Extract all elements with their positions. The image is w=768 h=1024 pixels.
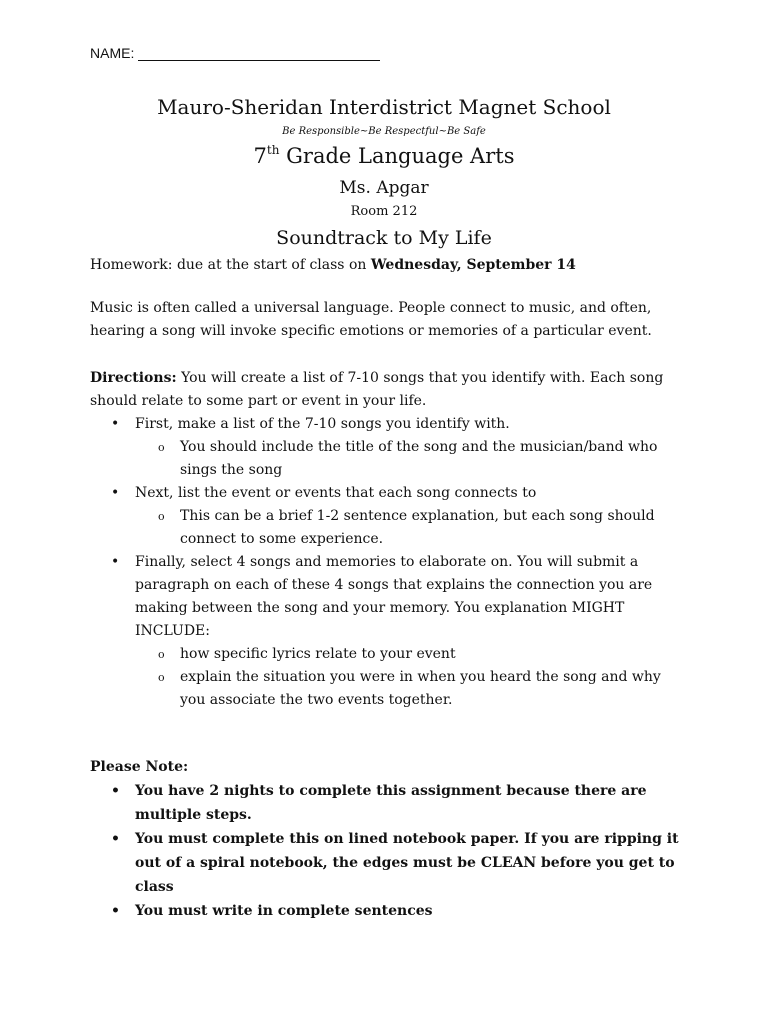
note-item: • You must complete this on lined notebook paper. If you are ripping it out of a spiral notebook, the edges must be CLEAN before you get to class — [90, 827, 680, 899]
step-item — [90, 482, 680, 551]
step-subitem: o explain the situation you were in when you heard the song and why you associate the two events together. — [135, 666, 680, 712]
step-text: Finally, select 4 songs and memories to elaborate on. You will submit a paragraph on each of these 4 songs that explains the connection you are making between the song and your memory. You explanation MIGHT INCLUDE: — [135, 554, 653, 639]
room-number: Room 212 — [350, 204, 418, 219]
assignment-title: Soundtrack to My Life — [276, 227, 492, 249]
step-text: Next, list the event or events that each song connects to — [135, 485, 537, 501]
note-item: • You must write in complete sentences — [90, 899, 680, 923]
bullet-icon: • — [111, 416, 120, 432]
bullet-icon: • — [111, 783, 120, 799]
grade-number: 7 — [253, 144, 267, 168]
name-label: NAME: — [90, 45, 135, 61]
intro-paragraph: Music is often called a universal language. People connect to music, and often, hearing a song will invoke specific emotions or memories of a particular event. — [90, 300, 652, 339]
please-note-section — [90, 755, 680, 923]
directions-section — [90, 367, 680, 712]
grade-suffix: th — [266, 143, 280, 157]
step-subitem: o how specific lyrics relate to your event — [135, 643, 680, 666]
name-blank-line — [138, 46, 380, 61]
teacher-name: Ms. Apgar — [339, 178, 429, 198]
school-name: Mauro-Sheridan Interdistrict Magnet School — [157, 95, 611, 119]
course-title — [0, 144, 768, 168]
directions-steps — [90, 413, 680, 712]
directions-paragraph — [90, 367, 680, 413]
step-item — [90, 413, 680, 482]
circle-bullet-icon: o — [158, 510, 165, 523]
school-motto: Be Responsible~Be Respectful~Be Safe — [282, 126, 486, 137]
step-subitem: o This can be a brief 1-2 sentence explanation, but each song should connect to some experience. — [135, 505, 680, 551]
homework-line — [90, 254, 680, 277]
homework-due-date: Wednesday, September 14 — [370, 257, 576, 273]
circle-bullet-icon: o — [158, 648, 165, 661]
homework-prefix: Homework: due at the start of class on — [90, 257, 371, 273]
step-sublist — [135, 643, 680, 712]
note-list — [90, 779, 680, 923]
directions-label: Directions: — [90, 370, 177, 386]
step-text: First, make a list of the 7-10 songs you identify with. — [135, 416, 510, 432]
circle-bullet-icon: o — [158, 441, 165, 454]
directions-text: You will create a list of 7-10 songs that you identify with. Each song should relate to some part or event in your life. — [90, 370, 664, 409]
bullet-icon: • — [111, 903, 120, 919]
step-sublist — [135, 505, 680, 551]
bullet-icon: • — [111, 831, 120, 847]
name-field — [90, 45, 380, 61]
course-name: Grade Language Arts — [279, 144, 515, 168]
note-item: • You have 2 nights to complete this assignment because there are multiple steps. — [90, 779, 680, 827]
step-item — [90, 551, 680, 712]
step-subitem: o You should include the title of the song and the musician/band who sings the song — [135, 436, 680, 482]
bullet-icon: • — [111, 554, 120, 570]
step-sublist — [135, 436, 680, 482]
circle-bullet-icon: o — [158, 671, 165, 684]
bullet-icon: • — [111, 485, 120, 501]
please-note-label: Please Note: — [90, 759, 189, 775]
